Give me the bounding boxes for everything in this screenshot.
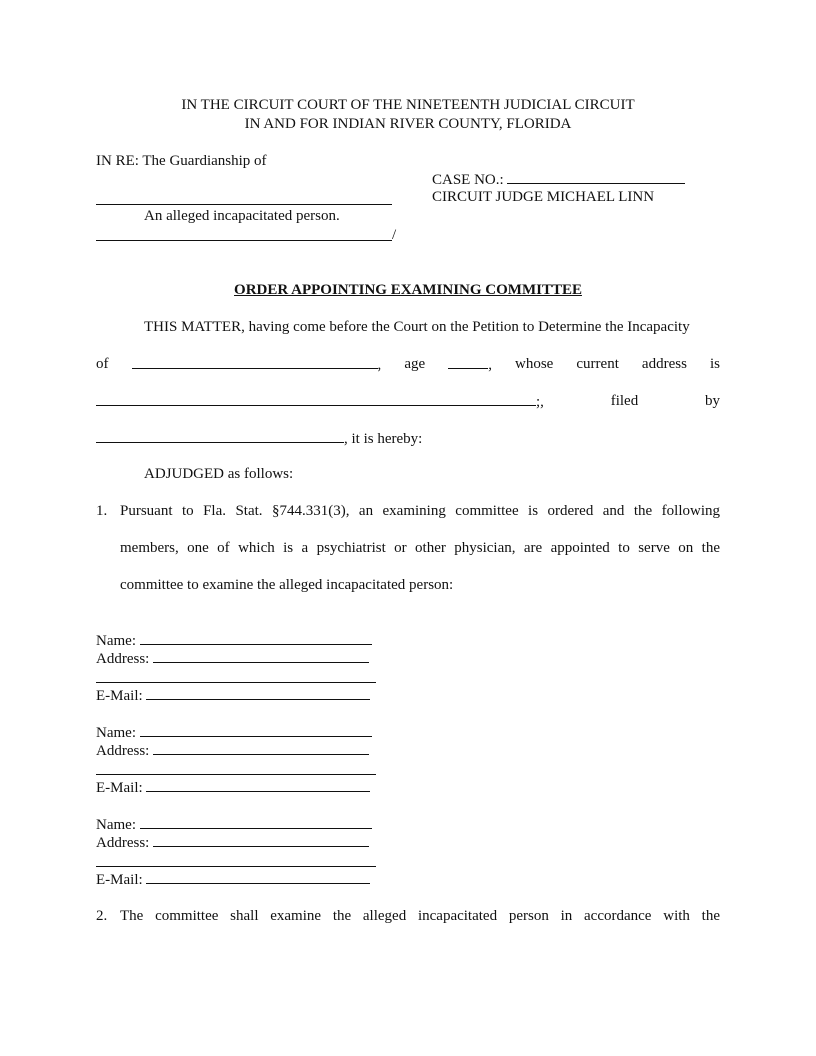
name-blank[interactable]: [140, 631, 372, 645]
alleged-incapacitated-label: An alleged incapacitated person.: [144, 208, 340, 224]
caption-slash: /: [392, 227, 397, 243]
email-label: E-Mail:: [96, 688, 143, 704]
member-2-address-line-2[interactable]: [96, 774, 376, 775]
word-whose: whose: [515, 356, 554, 372]
age-field[interactable]: [448, 355, 492, 374]
email-blank[interactable]: [146, 870, 370, 884]
case-number-field[interactable]: [432, 170, 685, 189]
address-label: Address:: [96, 743, 150, 759]
petitioner-blank[interactable]: [96, 429, 344, 443]
case-no-label: CASE NO.:: [432, 172, 504, 188]
order-title: ORDER APPOINTING EXAMINING COMMITTEE: [234, 282, 582, 298]
address-label: Address:: [96, 651, 150, 667]
member-1-email[interactable]: [96, 686, 370, 705]
person-name-blank[interactable]: [132, 355, 378, 369]
name-label: Name:: [96, 725, 136, 741]
person-name-field[interactable]: [132, 355, 382, 374]
member-3-address-line-2[interactable]: [96, 866, 376, 867]
court-county: IN AND FOR INDIAN RIVER COUNTY, FLORIDA: [244, 116, 572, 132]
item-2-number: 2.: [96, 908, 108, 924]
item-1-number: 1.: [96, 503, 108, 519]
paragraph-intro: THIS MATTER, having come before the Court on the Petition to Determine the Incapacity: [144, 319, 690, 335]
email-blank[interactable]: [146, 778, 370, 792]
word-current: current: [576, 356, 619, 372]
item-2-line-1: The committee shall examine the alleged incapacitated person in accordance with the: [120, 908, 720, 924]
word-is: is: [709, 356, 720, 372]
member-2-email[interactable]: [96, 778, 370, 797]
hereby-text: , it is hereby:: [344, 431, 423, 447]
case-number-blank[interactable]: [507, 170, 685, 184]
address-label: Address:: [96, 835, 150, 851]
address-blank[interactable]: [153, 833, 369, 847]
item-1-line-1: Pursuant to Fla. Stat. §744.331(3), an examining committee is ordered and the following: [120, 503, 720, 519]
member-1-address-line-2[interactable]: [96, 682, 376, 683]
paragraph-line-person: [96, 355, 720, 374]
court-name: IN THE CIRCUIT COURT OF THE NINETEENTH JUDICIAL CIRCUIT: [181, 97, 635, 113]
email-label: E-Mail:: [96, 780, 143, 796]
word-of: of: [96, 356, 109, 372]
circuit-judge: CIRCUIT JUDGE MICHAEL LINN: [432, 189, 655, 205]
in-re-label: IN RE: The Guardianship of: [96, 153, 267, 169]
email-label: E-Mail:: [96, 872, 143, 888]
adjudged-heading: ADJUDGED as follows:: [144, 466, 294, 482]
item-1-line-3: committee to examine the alleged incapacitated person:: [120, 577, 454, 593]
comma: ,: [488, 357, 492, 373]
paragraph-line-address: [96, 392, 720, 411]
word-filed: filed: [610, 393, 639, 409]
item-1-line-2: members, one of which is a psychiatrist or other physician, are appointed to serve on the: [120, 540, 720, 556]
word-address: address: [641, 356, 687, 372]
caption-underline: [96, 240, 392, 241]
semicolon: ;,: [536, 394, 544, 410]
member-3-name[interactable]: [96, 815, 372, 834]
name-label: Name:: [96, 817, 136, 833]
address-blank[interactable]: [153, 741, 369, 755]
member-1-name[interactable]: [96, 631, 372, 650]
address-blank[interactable]: [96, 392, 536, 406]
member-3-address[interactable]: [96, 833, 369, 852]
comma: ,: [377, 357, 382, 373]
word-age: age: [404, 356, 426, 372]
member-2-address[interactable]: [96, 741, 369, 760]
email-blank[interactable]: [146, 686, 370, 700]
name-blank[interactable]: [140, 723, 372, 737]
member-2-name[interactable]: [96, 723, 372, 742]
name-label: Name:: [96, 633, 136, 649]
member-3-email[interactable]: [96, 870, 370, 889]
address-field[interactable]: [96, 392, 544, 411]
word-by: by: [704, 393, 720, 409]
member-1-address[interactable]: [96, 649, 369, 668]
petitioner-field[interactable]: [96, 429, 422, 448]
address-blank[interactable]: [153, 649, 369, 663]
ward-name-blank[interactable]: [96, 204, 392, 205]
age-blank[interactable]: [448, 355, 488, 369]
name-blank[interactable]: [140, 815, 372, 829]
